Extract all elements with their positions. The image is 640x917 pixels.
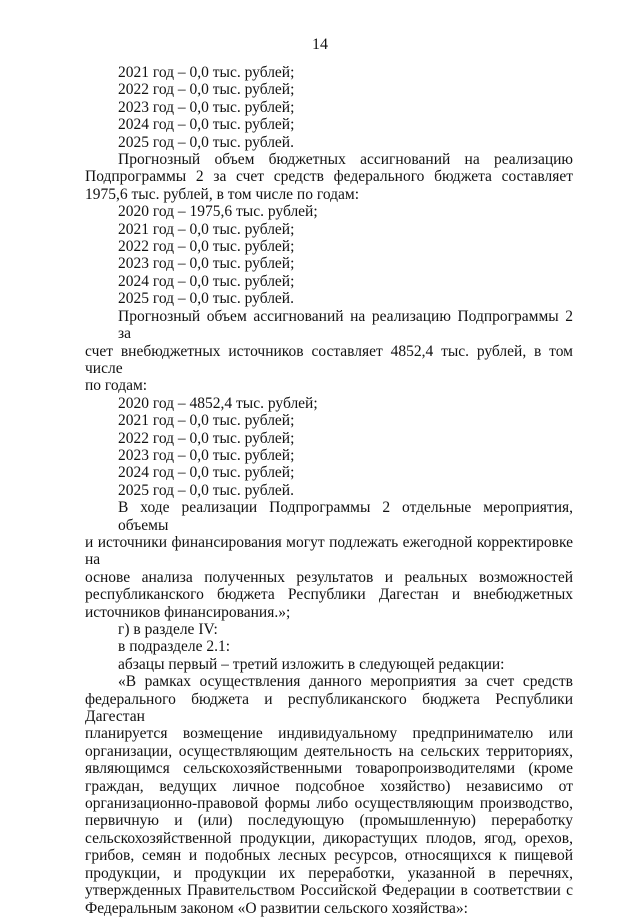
paragraph-quote [85,673,573,917]
text-line: В ходе реализации Подпрограммы 2 отдельные мероприятия, объемы [118,499,573,534]
text-line: грибов, семян и подобных лесных ресурсов, относящихся к пищевой [85,847,573,865]
year-line: 2022 год – 0,0 тыс. рублей; [118,238,295,256]
year-line: 2020 год – 1975,6 тыс. рублей; [118,203,318,221]
text-line: «В рамках осуществления данного мероприятия за счет средств [118,673,573,691]
text-line: Подпрограммы 2 за счет средств федерального бюджета составляет [85,168,573,186]
text-line: Прогнозный объем ассигнований на реализацию Подпрограммы 2 за [118,307,573,343]
text-line: граждан, ведущих личное подсобное хозяйство) независимо от [85,777,573,795]
year-list-block-1 [85,64,573,151]
year-line: 2021 год – 0,0 тыс. рублей; [118,412,295,430]
paragraph-adjustment [85,499,573,621]
year-line: 2024 год – 0,0 тыс. рублей; [118,116,295,134]
text-line: организационно-правовой формы либо осуществляющим производство, [85,795,573,813]
text-line: счет внебюджетных источников составляет 4852,4 тыс. рублей, в том числе [85,342,573,377]
year-line: 2020 год – 4852,4 тыс. рублей; [118,394,318,412]
item-subsection: в подразделе 2.1: [118,638,231,656]
year-line: 2025 год – 0,0 тыс. рублей. [118,133,294,151]
year-line: 2024 год – 0,0 тыс. рублей; [118,272,295,290]
text-line: источников финансирования.»; [85,603,291,621]
text-line: утвержденных Правительством Российской Федерации в соответствии с [85,882,573,900]
year-list-block-2 [85,203,573,307]
item-g: г) в разделе IV: [118,621,218,638]
text-line: сельскохозяйственной продукции, дикорастущих плодов, ягод, орехов, [85,829,573,847]
text-line: и источники финансирования могут подлежать ежегодной корректировке на [85,533,573,569]
year-line: 2023 год – 0,0 тыс. рублей; [118,255,295,273]
text-line: продукции, и продукции их переработки, указанной в перечнях, [85,864,573,882]
year-line: 2023 год – 0,0 тыс. рублей; [118,446,295,464]
paragraph-offbudget [85,308,573,395]
text-line: являющимся сельскохозяйственными товаропроизводителями (кроме [85,760,573,778]
year-line: 2024 год – 0,0 тыс. рублей; [118,464,295,482]
text-line: республиканского бюджета Республики Дагестан и внебюджетных [85,586,573,604]
text-line: первичную и (или) последующую (промышленную) переработку [85,812,573,830]
text-line: по годам: [85,377,148,395]
year-line: 2025 год – 0,0 тыс. рублей. [118,481,294,499]
text-line: основе анализа полученных результатов и реальных возможностей [85,568,573,586]
text-line: Прогнозный объем бюджетных ассигнований на реализацию [118,151,573,169]
item-paragraphs: абзацы первый – третий изложить в следующей редакции: [118,655,505,673]
text-line: федерального бюджета и республиканского бюджета Республики Дагестан [85,690,573,726]
year-line: 2021 год – 0,0 тыс. рублей; [118,220,295,238]
year-line: 2023 год – 0,0 тыс. рублей; [118,98,295,116]
year-line: 2025 год – 0,0 тыс. рублей. [118,290,294,308]
paragraph-federal-budget [85,151,573,203]
page-number: 14 [312,36,328,53]
year-line: 2022 год – 0,0 тыс. рублей; [118,81,295,99]
year-line: 2022 год – 0,0 тыс. рублей; [118,429,295,447]
year-list-block-3 [85,395,573,499]
document-body [85,64,573,917]
text-line: организации, осуществляющим деятельность на сельских территориях, [85,742,573,760]
text-line: 1975,6 тыс. рублей, в том числе по годам: [85,185,360,203]
year-line: 2021 год – 0,0 тыс. рублей; [118,64,295,81]
text-line: планируется возмещение индивидуальному предпринимателю или [85,725,573,743]
text-line: Федеральным законом «О развитии сельского хозяйства»: [85,899,468,917]
